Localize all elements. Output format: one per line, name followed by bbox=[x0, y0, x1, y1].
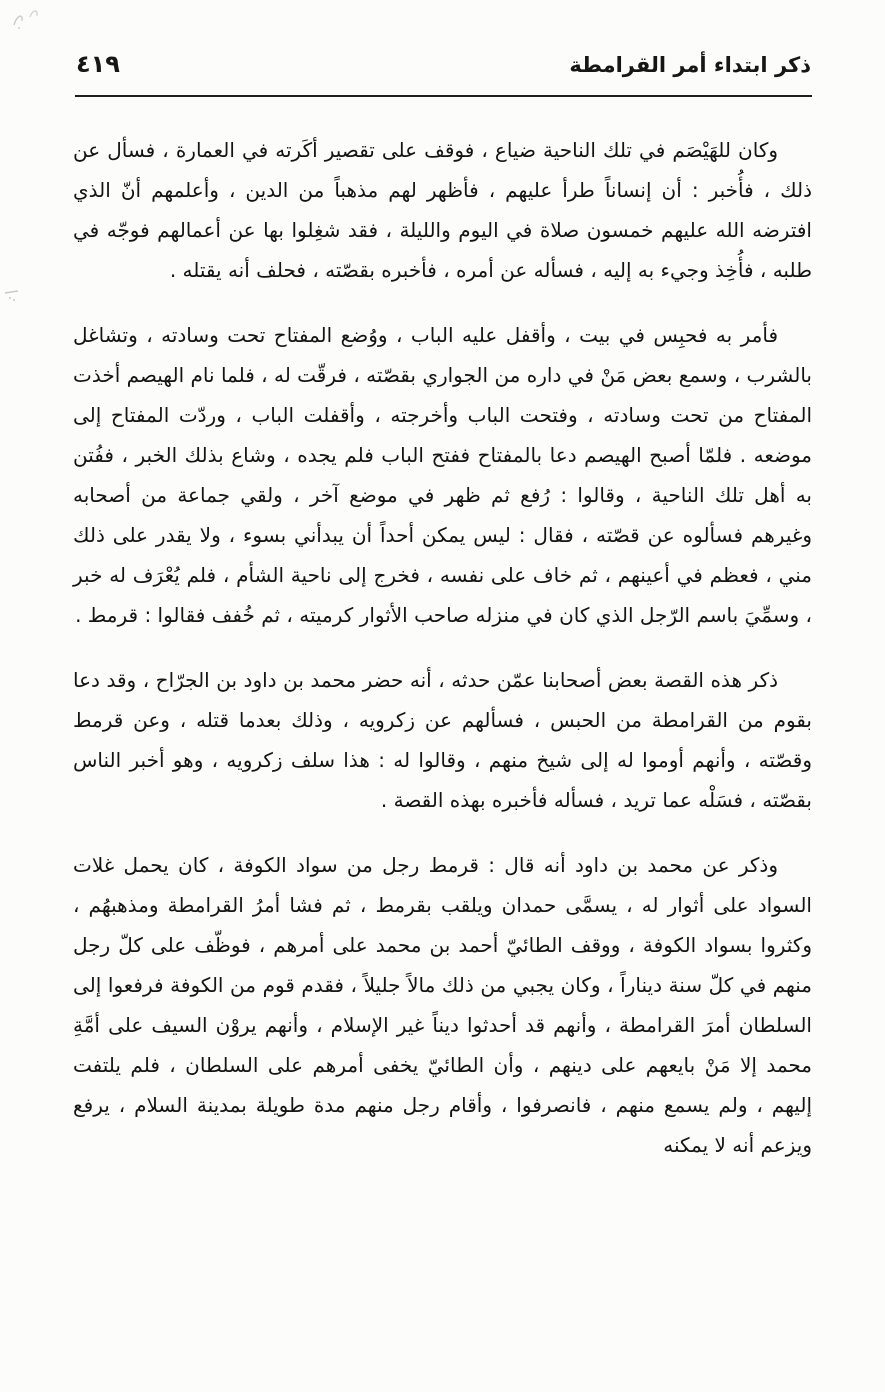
paragraph: ذكر هذه القصة بعض أصحابنا عمّن حدثه ، أنه حضر محمد بن داود بن الجرّاح ، وقد دعا بقوم من القرامطة من الحبس ، فسألهم عن زكرويه ، وذلك بعدما قتله ، وعن قرمط وقصّته ، وأنهم أوموا له إلى شيخ منهم ، وقالوا له : هذا سلف زكرويه ، وهو أخبر الناس بقصّته ، فسَلْه عما تريد ، فسأله فأخبره بهذه القصة . bbox=[73, 668, 812, 812]
page-header bbox=[76, 50, 811, 78]
paragraph: وكان للهَيْصَم في تلك الناحية ضياع ، فوقف على تقصير أكَرته في العمارة ، فسأل عن ذلك ، فأُخبر : أن إنساناً طرأ عليهم ، فأظهر لهم مذهباً من الدين ، وأعلمهم أنّ الذي افترضه الله عليهم خمسون صلاة في اليوم والليلة ، فقد شغِلوا بها عن أعمالهم فوجّه في طلبه ، فأُخِذ وجيء به إليه ، فسأله عن أمره ، فأخبره بقصّته ، فحلف أنه يقتله . bbox=[73, 138, 812, 282]
header-rule bbox=[75, 95, 812, 97]
paragraph: وذكر عن محمد بن داود أنه قال : قرمط رجل من سواد الكوفة ، كان يحمل غلات السواد على أثوار له ، يسمَّى حمدان ويلقب بقرمط ، ثم فشا أمرُ القرامطة ومذهبهُم ، وكثروا بسواد الكوفة ، ووقف الطائيّ أحمد بن محمد على أمرهم ، فوظّف على كلّ رجل منهم في كلّ سنة ديناراً ، وكان يجبي من ذلك مالاً جليلاً ، فقدم قوم من الكوفة فرفعوا إلى السلطان أمرَ القرامطة ، وأنهم قد أحدثوا ديناً غير الإسلام ، وأنهم يروْن السيف على أمَّةِ محمد إلا مَنْ بايعهم على دينهم ، وأن الطائيّ يخفى أمرهم على السلطان ، فلم يلتفت إليهم ، ولم يسمع منهم ، فانصرفوا ، وأقام رجل منهم مدة طويلة بمدينة السلام ، يرفع ويزعم أنه لا يمكنه bbox=[73, 853, 812, 1157]
paragraph: فأمر به فحبِس في بيت ، وأقفل عليه الباب ، ووُضع المفتاح تحت وسادته ، وتشاغل بالشرب ، وسمع بعض مَنْ في داره من الجواري بقصّته ، فرقّت له ، فلما نام الهيصم أخذت المفتاح من تحت وسادته ، وفتحت الباب وأخرجته ، وأقفلت الباب ، وردّت المفتاح إلى موضعه . فلمّا أصبح الهيصم دعا بالمفتاح ففتح الباب فلم يجده ، وشاع بذلك الخبر ، ففُتن به أهل تلك الناحية ، وقالوا : رُفع ثم ظهر في موضع آخر ، ولقي جماعة من أصحابه وغيرهم فسألوه عن قصّته ، فقال : ليس يمكن أحداً أن يبدأني بسوء ، ولا يقدر على ذلك مني ، فعظم في أعينهم ، ثم خاف على نفسه ، فخرج إلى ناحية الشأم ، فلم يُعْرَف له خبر ، وسمِّيَ باسم الرّجل الذي كان في منزله صاحب الأثوار كرميته ، ثم خُفف فقالوا : قرمط . bbox=[73, 323, 812, 627]
chapter-title: ذكر ابتداء أمر القرامطة bbox=[569, 53, 811, 77]
pen-mark-icon bbox=[2, 286, 24, 306]
pen-mark-icon bbox=[10, 3, 44, 33]
page-number: ٤١٩ bbox=[76, 50, 120, 78]
page-body bbox=[73, 130, 812, 1165]
